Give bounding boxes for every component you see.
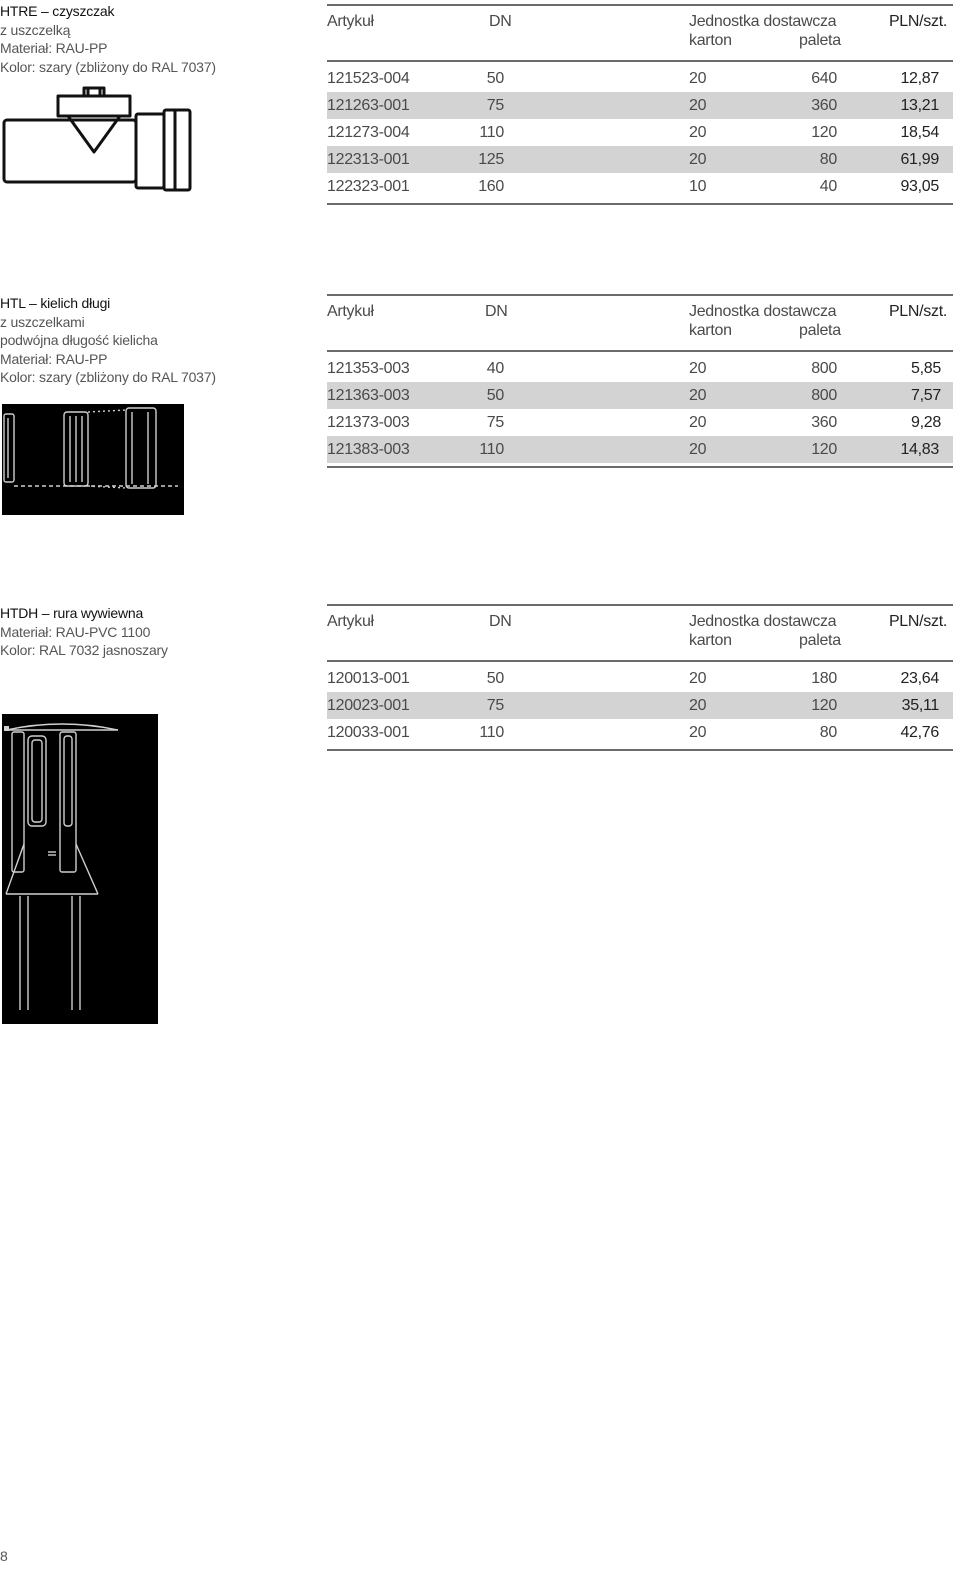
header-dn: DN <box>489 613 512 630</box>
table-row <box>327 119 953 146</box>
table-bottom-rule <box>327 749 953 751</box>
cell-article: 120013-001 <box>327 670 410 687</box>
header-dn: DN <box>485 303 508 320</box>
cell-price: 93,05 <box>900 178 939 195</box>
cell-price: 18,54 <box>900 124 939 141</box>
cell-dn-value: 125 <box>478 151 504 168</box>
cell-dn-value: 110 <box>479 441 504 458</box>
cell-pallet: 40 <box>819 178 837 195</box>
cell-article: 120033-001 <box>327 724 410 741</box>
cell-article: 122323-001 <box>327 178 410 195</box>
cell-carton: 20 <box>689 387 707 404</box>
cell-dn-value: 50 <box>486 387 504 404</box>
product-description <box>0 294 300 387</box>
cell-article: 121373-003 <box>327 414 410 431</box>
header-price: PLN/szt. <box>888 13 947 30</box>
table-row <box>327 692 953 719</box>
long-socket-illustration <box>2 404 184 515</box>
cell-dn-value: 75 <box>486 414 504 431</box>
cleanout-pipe-illustration <box>2 86 194 192</box>
table-row <box>327 719 953 746</box>
table-header <box>327 294 953 352</box>
product-title: HTDH – rura wywiewna <box>0 605 144 621</box>
cell-dn-value: 50 <box>486 670 504 687</box>
header-carton: karton <box>689 322 732 339</box>
header-pallet: paleta <box>799 322 841 339</box>
header-pallet: paleta <box>799 32 841 49</box>
cell-pallet: 120 <box>811 697 837 714</box>
header-price: PLN/szt. <box>888 613 947 630</box>
cell-pallet: 180 <box>811 670 837 687</box>
product-code: HTDH <box>0 605 39 621</box>
header-carton: karton <box>689 632 732 649</box>
product-name: kielich długi <box>40 295 111 311</box>
cell-carton: 10 <box>689 178 707 195</box>
product-code: HTL <box>0 295 26 311</box>
cell-pallet: 360 <box>811 414 837 431</box>
cell-price: 61,99 <box>900 151 939 168</box>
table-row <box>327 173 953 200</box>
header-unit: Jednostka dostawcza <box>689 303 837 320</box>
product-title: HTRE – czyszczak <box>0 3 115 19</box>
cell-dn-value: 75 <box>486 97 504 114</box>
cell-pallet: 120 <box>811 124 837 141</box>
table-row <box>327 146 953 173</box>
cell-dn-value: 50 <box>486 70 504 87</box>
product-description <box>0 604 300 660</box>
cell-dn-value: 110 <box>479 724 504 741</box>
header-article: Artykuł <box>327 303 374 320</box>
price-table <box>327 4 953 205</box>
cell-pallet: 800 <box>811 387 837 404</box>
product-color: Kolor: RAL 7032 jasnoszary <box>0 642 168 659</box>
header-unit: Jednostka dostawcza <box>689 613 837 630</box>
cell-price: 42,76 <box>900 724 939 741</box>
header-carton: karton <box>689 32 732 49</box>
cell-dn-value: 160 <box>478 178 504 195</box>
table-row <box>327 355 953 382</box>
header-article: Artykuł <box>327 13 374 30</box>
cell-carton: 20 <box>689 70 707 87</box>
product-material: Materiał: RAU-PP <box>0 40 108 57</box>
product-material: Materiał: RAU-PP <box>0 350 108 367</box>
header-unit: Jednostka dostawcza <box>689 13 837 30</box>
cell-pallet: 80 <box>819 151 837 168</box>
header-dn: DN <box>489 13 512 30</box>
cell-article: 121523-004 <box>327 70 410 87</box>
table-row <box>327 65 953 92</box>
header-article: Artykuł <box>327 613 374 630</box>
cell-carton: 20 <box>689 151 707 168</box>
cell-article: 121353-003 <box>327 360 410 377</box>
product-detail: podwójna długość kielicha <box>0 332 158 349</box>
cell-price: 7,57 <box>911 387 941 404</box>
cell-pallet: 800 <box>811 360 837 377</box>
cell-carton: 20 <box>689 414 707 431</box>
cell-carton: 20 <box>689 441 707 458</box>
table-bottom-rule <box>327 203 953 205</box>
cell-price: 13,21 <box>900 97 939 114</box>
cell-carton: 20 <box>689 670 707 687</box>
cell-article: 120023-001 <box>327 697 410 714</box>
product-name: czyszczak <box>52 3 115 19</box>
product-title: HTL – kielich długi <box>0 295 111 311</box>
cell-price: 35,11 <box>901 697 939 714</box>
cell-pallet: 360 <box>811 97 837 114</box>
product-section-htre <box>0 0 960 240</box>
table-row <box>327 665 953 692</box>
table-header <box>327 4 953 62</box>
cell-dn-value: 75 <box>486 697 504 714</box>
cell-article: 121363-003 <box>327 387 410 404</box>
header-pallet: paleta <box>799 632 841 649</box>
table-row <box>327 382 953 409</box>
price-table <box>327 604 953 751</box>
cell-pallet: 120 <box>811 441 837 458</box>
cell-dn-value: 40 <box>486 360 504 377</box>
product-name: rura wywiewna <box>53 605 144 621</box>
table-bottom-rule <box>327 466 953 468</box>
table-row <box>327 436 953 463</box>
table-row <box>327 92 953 119</box>
cell-price: 14,83 <box>900 441 939 458</box>
cell-price: 9,28 <box>911 414 941 431</box>
cell-article: 121273-004 <box>327 124 410 141</box>
header-price: PLN/szt. <box>888 303 947 320</box>
cell-article: 121263-001 <box>327 97 410 114</box>
cell-article: 122313-001 <box>327 151 410 168</box>
cell-carton: 20 <box>689 697 707 714</box>
cell-price: 23,64 <box>900 670 939 687</box>
product-detail: z uszczelkami <box>0 313 85 330</box>
cell-price: 5,85 <box>911 360 941 377</box>
product-section-htdh <box>0 604 960 1034</box>
price-table <box>327 294 953 468</box>
product-detail: z uszczelką <box>0 21 71 38</box>
cell-carton: 20 <box>689 124 707 141</box>
product-section-htl <box>0 294 960 524</box>
product-color: Kolor: szary (zbliżony do RAL 7037) <box>0 58 216 75</box>
cell-article: 121383-003 <box>327 441 410 458</box>
cell-carton: 20 <box>689 724 707 741</box>
product-code: HTRE <box>0 3 38 19</box>
page-number: 8 <box>0 1548 8 1564</box>
cell-pallet: 80 <box>819 724 837 741</box>
cell-carton: 20 <box>689 360 707 377</box>
table-header <box>327 604 953 662</box>
product-color: Kolor: szary (zbliżony do RAL 7037) <box>0 369 216 386</box>
product-description <box>0 2 300 76</box>
cell-dn-value: 110 <box>479 124 504 141</box>
table-row <box>327 409 953 436</box>
cell-pallet: 640 <box>811 70 837 87</box>
vent-pipe-illustration <box>2 714 158 1024</box>
product-material: Materiał: RAU-PVC 1100 <box>0 623 151 640</box>
cell-carton: 20 <box>689 97 707 114</box>
cell-price: 12,87 <box>900 70 939 87</box>
